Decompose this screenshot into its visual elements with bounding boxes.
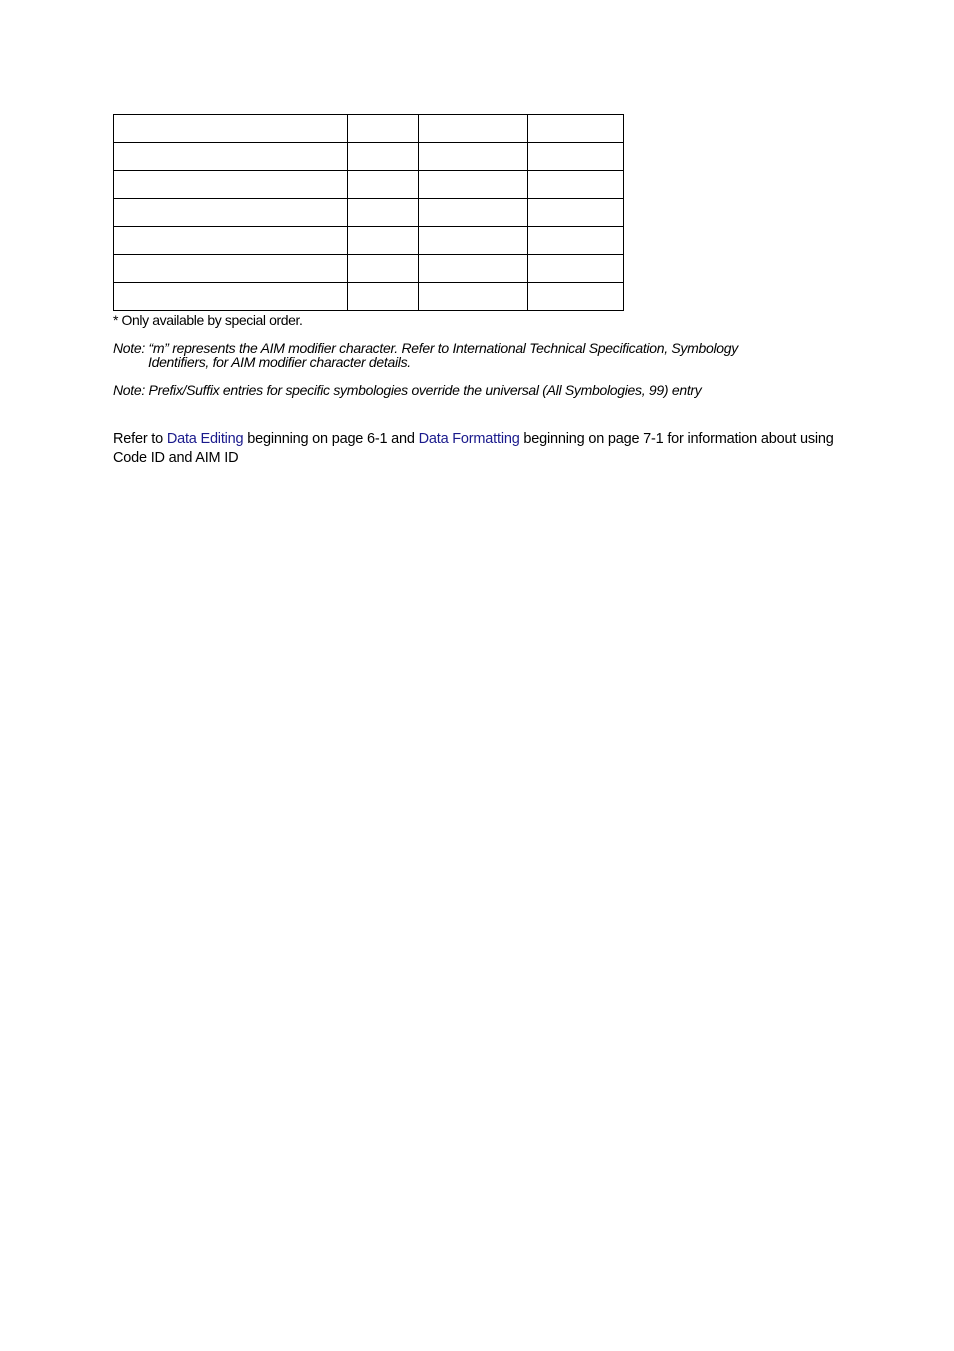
- table-row: [114, 283, 624, 311]
- aim-modifier-note: [113, 341, 833, 369]
- table-cell: [528, 143, 624, 171]
- table-row: [114, 171, 624, 199]
- reference-paragraph: [113, 430, 843, 468]
- table-row: [114, 227, 624, 255]
- table-cell: [348, 255, 419, 283]
- data-formatting-link[interactable]: Data Formatting: [418, 431, 520, 447]
- table-cell: [114, 255, 348, 283]
- table-row: [114, 143, 624, 171]
- table-cell: [419, 199, 528, 227]
- table-cell: [419, 255, 528, 283]
- table-row: [114, 255, 624, 283]
- table-cell: [528, 171, 624, 199]
- symbology-table: [113, 114, 624, 311]
- table-cell: [348, 115, 419, 143]
- table-cell: [419, 227, 528, 255]
- table-cell: [528, 227, 624, 255]
- table-cell: [528, 115, 624, 143]
- table-cell: [348, 143, 419, 171]
- table-cell: [348, 227, 419, 255]
- table-cell: [528, 199, 624, 227]
- table-cell: [528, 255, 624, 283]
- reference-suffix: beginning on page 7-1 for information about using Code ID and AIM ID: [113, 431, 834, 466]
- table-cell: [114, 171, 348, 199]
- table-footnote: * Only available by special order.: [113, 312, 303, 328]
- table-row: [114, 199, 624, 227]
- aim-modifier-note-line-1: Note: “m” represents the AIM modifier character. Refer to International Technical Specification, Symbology: [113, 340, 738, 356]
- table-cell: [528, 283, 624, 311]
- table-cell: [419, 143, 528, 171]
- table-cell: [114, 143, 348, 171]
- table-cell: [419, 171, 528, 199]
- prefix-suffix-note: Note: Prefix/Suffix entries for specific symbologies override the universal (All Symbologies, 99) entry: [113, 382, 702, 398]
- table-cell: [114, 227, 348, 255]
- reference-prefix: Refer to: [113, 431, 167, 447]
- table-cell: [348, 199, 419, 227]
- reference-middle: beginning on page 6-1 and: [243, 431, 419, 447]
- table-cell: [114, 283, 348, 311]
- table-cell: [114, 115, 348, 143]
- table-cell: [348, 171, 419, 199]
- table-cell: [419, 115, 528, 143]
- data-editing-link[interactable]: Data Editing: [166, 431, 244, 447]
- table-cell: [419, 283, 528, 311]
- aim-modifier-note-line-2: Identifiers, for AIM modifier character details.: [148, 354, 411, 370]
- table-cell: [348, 283, 419, 311]
- table-row: [114, 115, 624, 143]
- table-cell: [114, 199, 348, 227]
